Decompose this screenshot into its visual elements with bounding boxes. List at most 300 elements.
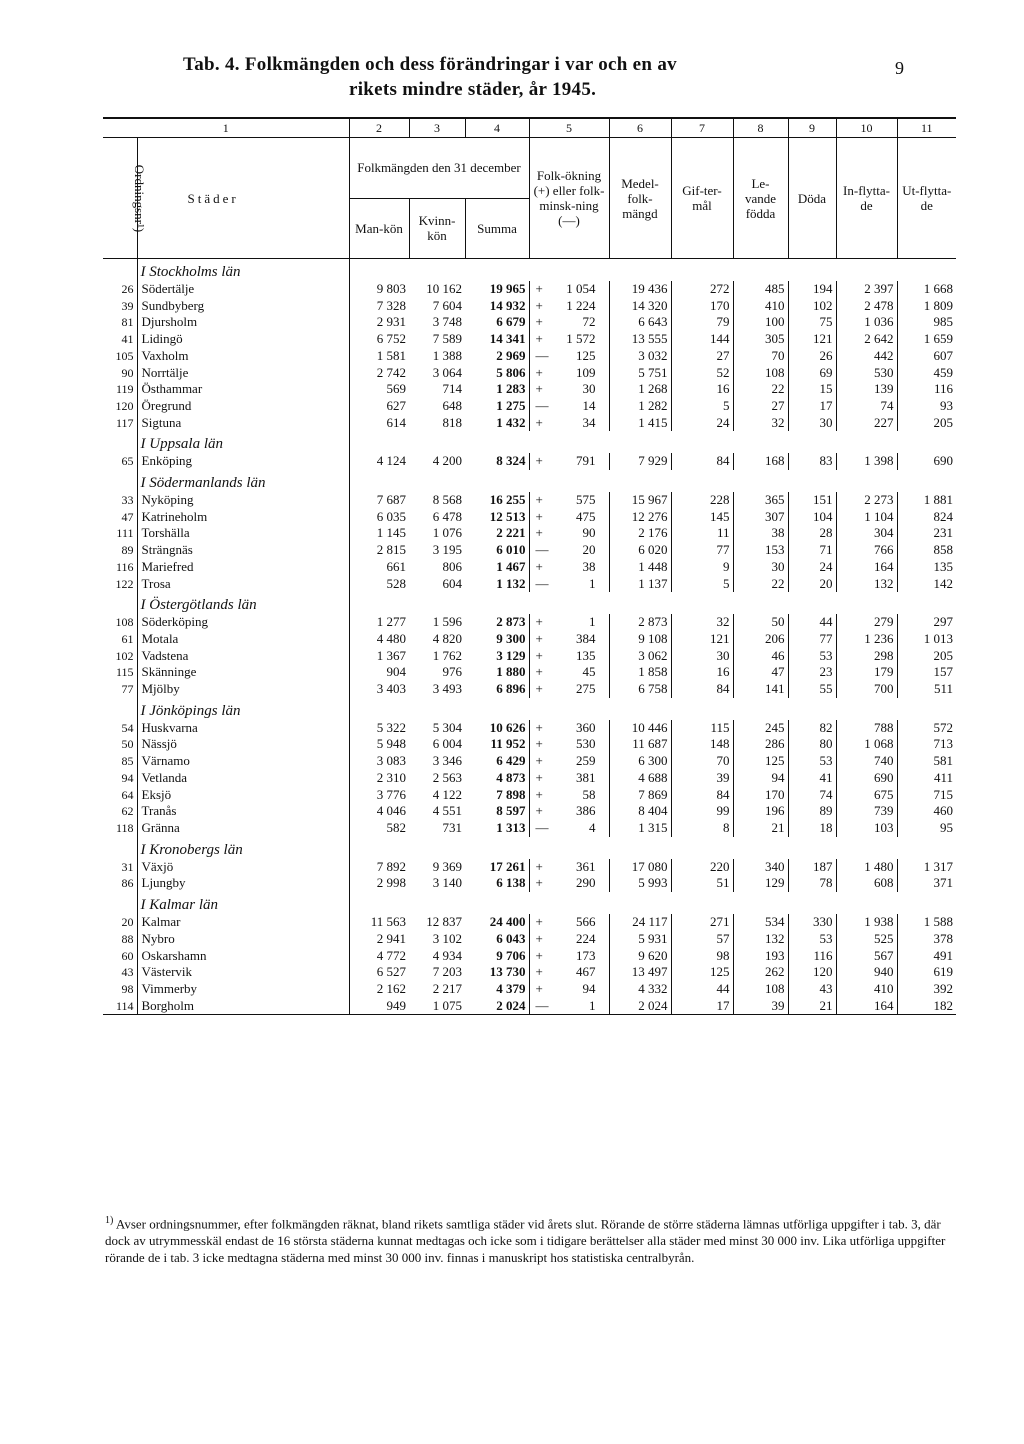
kvinn-value: 7 589 bbox=[432, 331, 462, 347]
town-name: Växjö bbox=[141, 858, 174, 874]
ut-value: 93 bbox=[897, 398, 956, 415]
medel-value: 6 758 bbox=[609, 681, 671, 698]
doda-value: 121 bbox=[788, 331, 836, 348]
stader-header: Städer bbox=[137, 138, 349, 259]
table-row bbox=[103, 948, 956, 965]
lev-value: 22 bbox=[733, 576, 788, 593]
town-cell bbox=[137, 914, 349, 931]
change-value: 1 bbox=[589, 997, 596, 1013]
change-value: 381 bbox=[576, 769, 596, 785]
change-value: 386 bbox=[576, 803, 596, 819]
change-cell bbox=[529, 398, 609, 415]
empty-cell bbox=[465, 892, 529, 914]
gift-value: 125 bbox=[671, 964, 733, 981]
change-cell bbox=[529, 914, 609, 931]
change-sign: — bbox=[535, 819, 549, 835]
empty-cell bbox=[609, 837, 671, 859]
doda-value: 41 bbox=[788, 770, 836, 787]
empty-cell bbox=[609, 259, 671, 282]
summa-value: 13 730 bbox=[489, 964, 526, 980]
ordningsnummer: 43 bbox=[103, 964, 137, 981]
medel-value: 8 404 bbox=[609, 803, 671, 820]
town-name: Södertälje bbox=[141, 281, 195, 296]
man-value: 5 948 bbox=[376, 736, 406, 752]
doda-value: 17 bbox=[788, 398, 836, 415]
empty-cell bbox=[836, 259, 897, 282]
empty-cell bbox=[609, 698, 671, 720]
man-value: 582 bbox=[386, 819, 406, 835]
column-number-3: 3 bbox=[409, 118, 465, 138]
table-row bbox=[103, 770, 956, 787]
change-value: 109 bbox=[576, 364, 596, 380]
man-value: 1 145 bbox=[376, 525, 406, 541]
ordningsnummer: 89 bbox=[103, 542, 137, 559]
column-number-row bbox=[103, 118, 956, 138]
doda-value: 102 bbox=[788, 298, 836, 315]
ut-value: 824 bbox=[897, 509, 956, 526]
mankon-header: Man-kön bbox=[349, 198, 409, 259]
man-value: 2 815 bbox=[376, 542, 406, 558]
gift-value: 144 bbox=[671, 331, 733, 348]
change-value: 1 054 bbox=[566, 281, 596, 296]
empty-cell bbox=[349, 698, 409, 720]
table-row bbox=[103, 931, 956, 948]
town-cell bbox=[137, 281, 349, 298]
ut-value: 231 bbox=[897, 525, 956, 542]
ut-value: 713 bbox=[897, 736, 956, 753]
medel-value: 14 320 bbox=[609, 298, 671, 315]
summa-value: 12 513 bbox=[489, 508, 526, 524]
ordningsnummer: 61 bbox=[103, 631, 137, 648]
lan-heading-row bbox=[103, 892, 956, 914]
empty-cell bbox=[465, 837, 529, 859]
change-sign: + bbox=[535, 664, 543, 680]
medel-value: 1 448 bbox=[609, 559, 671, 576]
table-row bbox=[103, 787, 956, 804]
medel-value: 10 446 bbox=[609, 720, 671, 737]
doda-value: 26 bbox=[788, 348, 836, 365]
town-cell bbox=[137, 931, 349, 948]
town-name: Västervik bbox=[141, 964, 193, 980]
man-value: 569 bbox=[386, 381, 406, 397]
kvinn-value: 4 200 bbox=[432, 453, 462, 469]
change-sign: + bbox=[535, 508, 543, 524]
town-cell bbox=[137, 770, 349, 787]
town-cell bbox=[137, 542, 349, 559]
doda-value: 28 bbox=[788, 525, 836, 542]
town-cell bbox=[137, 381, 349, 398]
town-cell bbox=[137, 525, 349, 542]
summa-value: 6 043 bbox=[496, 930, 526, 946]
man-value: 614 bbox=[386, 414, 406, 430]
summa-value: 11 952 bbox=[490, 736, 526, 752]
gift-value: 98 bbox=[671, 948, 733, 965]
summa-value: 1 432 bbox=[496, 414, 526, 430]
doda-header: Döda bbox=[788, 138, 836, 259]
kvinn-value: 2 217 bbox=[432, 980, 462, 996]
column-number-2: 2 bbox=[349, 118, 409, 138]
in-value: 1 068 bbox=[836, 736, 897, 753]
table-row bbox=[103, 525, 956, 542]
medel-value: 5 993 bbox=[609, 875, 671, 892]
medel-value: 1 137 bbox=[609, 576, 671, 593]
doda-value: 80 bbox=[788, 736, 836, 753]
change-value: 38 bbox=[582, 558, 596, 574]
change-cell bbox=[529, 948, 609, 965]
lev-value: 262 bbox=[733, 964, 788, 981]
summa-value: 1 283 bbox=[496, 381, 526, 397]
medel-value: 4 332 bbox=[609, 981, 671, 998]
in-value: 739 bbox=[836, 803, 897, 820]
ordningsnummer: 64 bbox=[103, 787, 137, 804]
in-value: 1 236 bbox=[836, 631, 897, 648]
change-value: 30 bbox=[582, 381, 596, 397]
title-line-1: Tab. 4. Folkmängden och dess förändringar i var och en av bbox=[183, 54, 677, 75]
empty-cell bbox=[788, 470, 836, 492]
ordningsnummer: 26 bbox=[103, 281, 137, 298]
change-value: 1 572 bbox=[566, 331, 596, 347]
table-row bbox=[103, 736, 956, 753]
lev-value: 206 bbox=[733, 631, 788, 648]
ut-value: 690 bbox=[897, 453, 956, 470]
empty-cell bbox=[897, 431, 956, 453]
empty-cell bbox=[897, 259, 956, 282]
ordningsnummer: 117 bbox=[103, 415, 137, 432]
town-cell bbox=[137, 631, 349, 648]
medel-value: 12 276 bbox=[609, 509, 671, 526]
medel-value: 5 931 bbox=[609, 931, 671, 948]
change-sign: + bbox=[535, 930, 543, 946]
ordningsnummer: 120 bbox=[103, 398, 137, 415]
change-value: 34 bbox=[582, 414, 596, 430]
lan-heading-row bbox=[103, 470, 956, 492]
summa-value: 1 275 bbox=[496, 397, 526, 413]
ut-value: 1 809 bbox=[897, 298, 956, 315]
town-name: Sigtuna bbox=[141, 414, 182, 430]
town-cell bbox=[137, 576, 349, 593]
kvinn-value: 7 604 bbox=[432, 297, 462, 313]
summa-value: 2 221 bbox=[496, 525, 526, 541]
ut-value: 378 bbox=[897, 931, 956, 948]
change-cell bbox=[529, 736, 609, 753]
man-value: 3 403 bbox=[376, 681, 406, 697]
summa-value: 5 806 bbox=[496, 364, 526, 380]
town-cell bbox=[137, 331, 349, 348]
town-cell bbox=[137, 787, 349, 804]
empty-cell bbox=[836, 837, 897, 859]
man-value: 2 941 bbox=[376, 930, 406, 946]
medel-value: 13 497 bbox=[609, 964, 671, 981]
table-row bbox=[103, 998, 956, 1015]
town-name: Ljungby bbox=[141, 875, 186, 891]
summa-value: 17 261 bbox=[489, 858, 526, 874]
table-row bbox=[103, 820, 956, 837]
medel-value: 9 620 bbox=[609, 948, 671, 965]
town-name: Öregrund bbox=[141, 397, 192, 413]
in-value: 442 bbox=[836, 348, 897, 365]
column-number-4: 4 bbox=[465, 118, 529, 138]
ut-value: 1 668 bbox=[897, 281, 956, 298]
lev-value: 141 bbox=[733, 681, 788, 698]
table-row bbox=[103, 914, 956, 931]
in-value: 1 938 bbox=[836, 914, 897, 931]
empty-cell bbox=[349, 892, 409, 914]
town-name: Östhammar bbox=[141, 381, 203, 397]
bottom-rule bbox=[103, 1015, 956, 1018]
lev-value: 46 bbox=[733, 648, 788, 665]
man-value: 1 367 bbox=[376, 647, 406, 663]
change-value: 384 bbox=[576, 630, 596, 646]
town-name: Skänninge bbox=[141, 664, 197, 680]
gift-value: 8 bbox=[671, 820, 733, 837]
in-value: 788 bbox=[836, 720, 897, 737]
table-row bbox=[103, 348, 956, 365]
change-value: 1 bbox=[589, 575, 596, 591]
empty-cell bbox=[733, 892, 788, 914]
ut-value: 297 bbox=[897, 614, 956, 631]
medel-value: 17 080 bbox=[609, 859, 671, 876]
gift-value: 271 bbox=[671, 914, 733, 931]
town-cell bbox=[137, 509, 349, 526]
town-cell bbox=[137, 720, 349, 737]
lev-value: 305 bbox=[733, 331, 788, 348]
change-cell bbox=[529, 381, 609, 398]
page-number: 9 bbox=[895, 58, 904, 78]
medel-value: 11 687 bbox=[609, 736, 671, 753]
town-cell bbox=[137, 365, 349, 382]
ut-value: 95 bbox=[897, 820, 956, 837]
doda-value: 116 bbox=[788, 948, 836, 965]
in-value: 304 bbox=[836, 525, 897, 542]
gift-value: 30 bbox=[671, 648, 733, 665]
lan-heading: I Södermanlands län bbox=[137, 470, 349, 492]
town-cell bbox=[137, 298, 349, 315]
lev-value: 21 bbox=[733, 820, 788, 837]
empty-cell bbox=[733, 470, 788, 492]
ordningsnummer: 62 bbox=[103, 803, 137, 820]
doda-value: 15 bbox=[788, 381, 836, 398]
gift-value: 16 bbox=[671, 381, 733, 398]
change-sign: + bbox=[535, 414, 543, 430]
table-row bbox=[103, 559, 956, 576]
empty-cell bbox=[671, 892, 733, 914]
empty-cell bbox=[788, 259, 836, 282]
empty-cell bbox=[836, 892, 897, 914]
table-row bbox=[103, 281, 956, 298]
empty-cell bbox=[733, 698, 788, 720]
kvinn-value: 818 bbox=[442, 414, 462, 430]
town-name: Gränna bbox=[141, 819, 180, 835]
empty-cell bbox=[529, 259, 609, 282]
town-cell bbox=[137, 398, 349, 415]
table-row bbox=[103, 298, 956, 315]
change-value: 135 bbox=[576, 647, 596, 663]
man-value: 904 bbox=[386, 664, 406, 680]
change-cell bbox=[529, 559, 609, 576]
empty-cell bbox=[897, 698, 956, 720]
ordningsnummer: 41 bbox=[103, 331, 137, 348]
ut-value: 135 bbox=[897, 559, 956, 576]
doda-value: 69 bbox=[788, 365, 836, 382]
kvinn-value: 1 388 bbox=[432, 347, 462, 363]
change-cell bbox=[529, 803, 609, 820]
gift-value: 121 bbox=[671, 631, 733, 648]
town-name: Motala bbox=[141, 630, 179, 646]
table-row bbox=[103, 753, 956, 770]
empty-cell bbox=[409, 592, 465, 614]
gift-value: 70 bbox=[671, 753, 733, 770]
change-cell bbox=[529, 365, 609, 382]
change-value: 58 bbox=[582, 786, 596, 802]
change-cell bbox=[529, 298, 609, 315]
town-name: Norrtälje bbox=[141, 364, 189, 380]
lev-value: 27 bbox=[733, 398, 788, 415]
table-row bbox=[103, 648, 956, 665]
in-value: 700 bbox=[836, 681, 897, 698]
town-name: Mariefred bbox=[141, 558, 194, 574]
change-value: 94 bbox=[582, 980, 596, 996]
empty-cell bbox=[349, 837, 409, 859]
man-value: 6 527 bbox=[376, 964, 406, 980]
doda-value: 77 bbox=[788, 631, 836, 648]
in-value: 1 480 bbox=[836, 859, 897, 876]
ordningsnummer: 88 bbox=[103, 931, 137, 948]
lan-heading-row bbox=[103, 837, 956, 859]
empty-cell bbox=[409, 837, 465, 859]
table-row bbox=[103, 631, 956, 648]
lev-value: 125 bbox=[733, 753, 788, 770]
ordningsnummer: 47 bbox=[103, 509, 137, 526]
change-value: 1 224 bbox=[566, 297, 596, 313]
town-name: Vetlanda bbox=[141, 769, 187, 785]
town-cell bbox=[137, 415, 349, 432]
lev-value: 47 bbox=[733, 664, 788, 681]
town-name: Borgholm bbox=[141, 997, 194, 1013]
ordningsnummer: 119 bbox=[103, 381, 137, 398]
folkmangden-group-header: Folkmängden den 31 december bbox=[349, 138, 529, 199]
change-cell bbox=[529, 509, 609, 526]
in-value: 298 bbox=[836, 648, 897, 665]
change-value: 224 bbox=[576, 930, 596, 946]
change-value: 566 bbox=[576, 914, 596, 930]
population-table bbox=[103, 117, 956, 1017]
giftermal-header: Gif-ter-mål bbox=[671, 138, 733, 259]
kvinn-value: 1 076 bbox=[432, 525, 462, 541]
town-cell bbox=[137, 753, 349, 770]
change-sign: — bbox=[535, 997, 549, 1013]
kvinn-value: 3 748 bbox=[432, 314, 462, 330]
change-cell bbox=[529, 859, 609, 876]
gift-value: 51 bbox=[671, 875, 733, 892]
kvinn-value: 4 122 bbox=[432, 786, 462, 802]
in-value: 608 bbox=[836, 875, 897, 892]
table-row bbox=[103, 453, 956, 470]
empty-cell bbox=[529, 592, 609, 614]
ut-value: 411 bbox=[897, 770, 956, 787]
kvinn-value: 7 203 bbox=[432, 964, 462, 980]
man-value: 2 310 bbox=[376, 769, 406, 785]
man-value: 2 998 bbox=[376, 875, 406, 891]
town-cell bbox=[137, 492, 349, 509]
inflyttade-header: In-flytta-de bbox=[836, 138, 897, 259]
man-value: 4 124 bbox=[376, 453, 406, 469]
town-cell bbox=[137, 998, 349, 1015]
change-sign: + bbox=[535, 769, 543, 785]
kvinn-value: 976 bbox=[442, 664, 462, 680]
change-value: 90 bbox=[582, 525, 596, 541]
town-cell bbox=[137, 681, 349, 698]
footnote-text: Avser ordningsnummer, efter folkmängden räknat, bland rikets samtliga städer vid årets slut. Rörande de större städerna lämnas utförliga uppgifter i tab. 3, där dock av utrymmesskäl endast de 16 största städerna kunnat medtagas och icke som i tidigare berättelser alla städer med minst 30 000 inv. Lika utförliga uppgifter rörande de i tab. 3 icke medtagna städerna med minst 30 000 inv. finnas i manuskript hos statistiska centralbyrån. bbox=[105, 1216, 946, 1266]
summa-value: 6 896 bbox=[496, 681, 526, 697]
ordning-cell-empty bbox=[103, 698, 137, 720]
summa-value: 9 706 bbox=[496, 947, 526, 963]
kvinn-value: 648 bbox=[442, 397, 462, 413]
ut-value: 1 317 bbox=[897, 859, 956, 876]
empty-cell bbox=[409, 431, 465, 453]
man-value: 9 803 bbox=[376, 281, 406, 296]
doda-value: 187 bbox=[788, 859, 836, 876]
change-value: 290 bbox=[576, 875, 596, 891]
lev-value: 307 bbox=[733, 509, 788, 526]
lev-value: 340 bbox=[733, 859, 788, 876]
gift-value: 84 bbox=[671, 453, 733, 470]
town-name: Söderköping bbox=[141, 614, 208, 630]
town-cell bbox=[137, 559, 349, 576]
kvinn-value: 2 563 bbox=[432, 769, 462, 785]
ordningsnummer: 86 bbox=[103, 875, 137, 892]
town-cell bbox=[137, 981, 349, 998]
gift-value: 99 bbox=[671, 803, 733, 820]
in-value: 530 bbox=[836, 365, 897, 382]
lev-value: 94 bbox=[733, 770, 788, 787]
gift-value: 220 bbox=[671, 859, 733, 876]
town-name: Nybro bbox=[141, 930, 175, 946]
town-cell bbox=[137, 736, 349, 753]
man-value: 6 035 bbox=[376, 508, 406, 524]
kvinn-value: 6 478 bbox=[432, 508, 462, 524]
kvinn-value: 714 bbox=[442, 381, 462, 397]
lev-value: 50 bbox=[733, 614, 788, 631]
town-cell bbox=[137, 803, 349, 820]
medel-value: 1 858 bbox=[609, 664, 671, 681]
town-name: Sundbyberg bbox=[141, 297, 205, 313]
levande-fodda-header: Le-vande födda bbox=[733, 138, 788, 259]
summa-value: 16 255 bbox=[489, 492, 526, 508]
kvinn-value: 3 346 bbox=[432, 753, 462, 769]
ut-value: 182 bbox=[897, 998, 956, 1015]
man-value: 4 046 bbox=[376, 803, 406, 819]
in-value: 675 bbox=[836, 787, 897, 804]
lan-heading: I Kalmar län bbox=[137, 892, 349, 914]
summa-value: 4 873 bbox=[496, 769, 526, 785]
town-cell bbox=[137, 820, 349, 837]
doda-value: 83 bbox=[788, 453, 836, 470]
column-number-8: 8 bbox=[733, 118, 788, 138]
column-number-6: 6 bbox=[609, 118, 671, 138]
lev-value: 286 bbox=[733, 736, 788, 753]
change-sign: + bbox=[535, 875, 543, 891]
kvinn-value: 3 195 bbox=[432, 542, 462, 558]
header-row-top bbox=[103, 138, 956, 199]
kvinn-value: 1 075 bbox=[432, 997, 462, 1013]
change-cell bbox=[529, 770, 609, 787]
change-sign: + bbox=[535, 614, 543, 630]
in-value: 1 104 bbox=[836, 509, 897, 526]
ut-value: 858 bbox=[897, 542, 956, 559]
lev-value: 534 bbox=[733, 914, 788, 931]
change-value: 173 bbox=[576, 947, 596, 963]
lev-value: 365 bbox=[733, 492, 788, 509]
